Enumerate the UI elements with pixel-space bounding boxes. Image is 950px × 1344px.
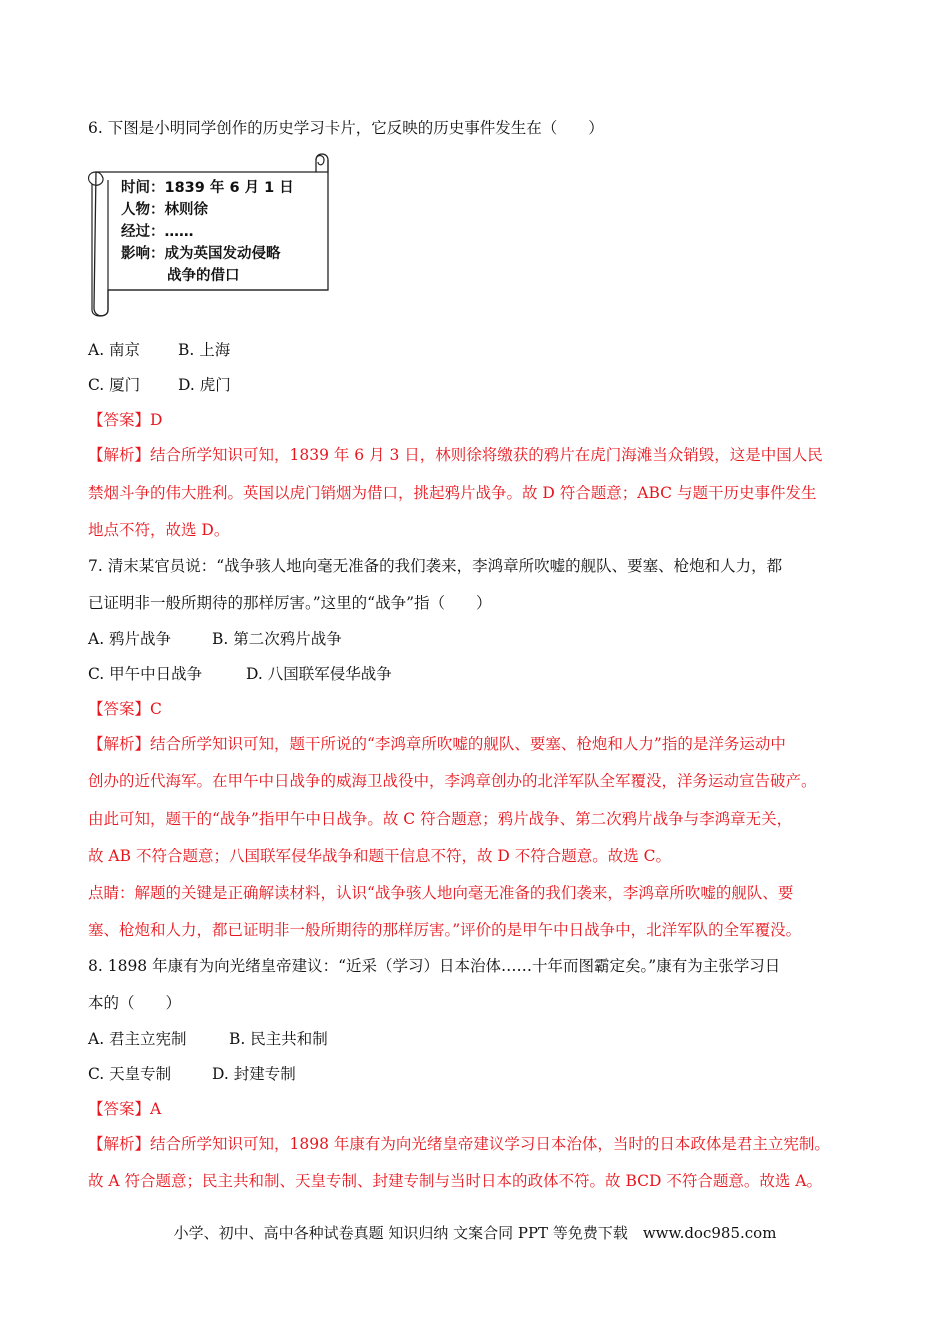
q7-analysis-line: 由此可知，题干的“战争”指甲午中日战争。故 C 符合题意；鸦片战争、第二次鸦片战争与李鸿章无关， xyxy=(88,810,793,828)
q7-tip-line: 点睛：解题的关键是正确解读材料，认识“战争骇人地向毫无准备的我们袭来，李鸿章所吹嘘的舰队、要 xyxy=(88,884,794,902)
q6-answer: 【答案】D xyxy=(88,411,163,429)
q6-stem: 6. 下图是小明同学创作的历史学习卡片，它反映的历史事件发生在（ ） xyxy=(88,119,604,137)
q7-stem-line: 7. 清末某官员说：“战争骇人地向毫无准备的我们袭来，李鸿章所吹嘘的舰队、要塞、枪炮和人力，都 xyxy=(88,557,783,575)
q7-analysis-line: 【解析】结合所学知识可知，题干所说的“李鸿章所吹嘘的舰队、要塞、枪炮和人力”指的是洋务运动中 xyxy=(88,735,786,753)
q8-stem-line: 本的（ ） xyxy=(88,994,182,1012)
q8-analysis-line: 【解析】结合所学知识可知，1898 年康有为向光绪皇帝建议学习日本治体，当时的日本政体是君主立宪制。 xyxy=(88,1135,830,1153)
page-footer: 小学、初中、高中各种试卷真题 知识归纳 文案合同 PPT 等免费下载 www.doc985.com xyxy=(173,1224,777,1242)
q7-option-b: B. 第二次鸦片战争 xyxy=(212,630,342,648)
q8-option-b: B. 民主共和制 xyxy=(229,1030,328,1048)
q6-option-c: C. 厦门 xyxy=(88,376,141,394)
card-process: 经过：…… xyxy=(121,224,194,240)
q7-option-d: D. 八国联军侵华战争 xyxy=(246,665,392,683)
q6-analysis-line: 【解析】结合所学知识可知，1839 年 6 月 3 日，林则徐将缴获的鸦片在虎门海滩当众销毁，这是中国人民 xyxy=(88,446,823,464)
q7-analysis-line: 创办的近代海军。在甲午中日战争的威海卫战役中，李鸿章创办的北洋军队全军覆没，洋务运动宣告破产。 xyxy=(88,772,817,790)
q7-option-c: C. 甲午中日战争 xyxy=(88,665,203,683)
q8-option-d: D. 封建专制 xyxy=(212,1065,296,1083)
q6-analysis-line: 禁烟斗争的伟大胜利。英国以虎门销烟为借口，挑起鸦片战争。故 D 符合题意；ABC 与题干历史事件发生 xyxy=(88,484,817,502)
card-impact: 影响：成为英国发动侵略 xyxy=(121,246,281,262)
q6-analysis-line: 地点不符，故选 D。 xyxy=(88,521,230,539)
q6-option-d: D. 虎门 xyxy=(178,376,231,394)
q8-answer: 【答案】A xyxy=(88,1100,162,1118)
q8-stem-line: 8. 1898 年康有为向光绪皇帝建议：“近采（学习）日本治体……十年而图霸定矣。”康有为主张学习日 xyxy=(88,957,781,975)
q7-analysis-line: 故 AB 不符合题意；八国联军侵华战争和题干信息不符，故 D 不符合题意。故选 C。 xyxy=(88,847,672,865)
card-time: 时间：1839 年 6 月 1 日 xyxy=(121,180,294,196)
card-person: 人物：林则徐 xyxy=(121,202,208,218)
q8-analysis-line: 故 A 符合题意；民主共和制、天皇专制、封建专制与当时日本的政体不符。故 BCD 不符合题意。故选 A。 xyxy=(88,1172,822,1190)
q7-stem-line: 已证明非一般所期待的那样厉害。”这里的“战争”指（ ） xyxy=(88,594,492,612)
q7-answer: 【答案】C xyxy=(88,700,162,718)
q6-option-b: B. 上海 xyxy=(178,341,231,359)
q7-tip-line: 塞、枪炮和人力，都已证明非一般所期待的那样厉害。”评价的是甲午中日战争中，北洋军队的全军覆没。 xyxy=(88,921,802,939)
q8-option-c: C. 天皇专制 xyxy=(88,1065,172,1083)
q6-option-a: A. 南京 xyxy=(88,341,141,359)
q8-option-a: A. 君主立宪制 xyxy=(88,1030,187,1048)
q7-option-a: A. 鸦片战争 xyxy=(88,630,172,648)
card-impact-cont: 战争的借口 xyxy=(167,268,240,284)
